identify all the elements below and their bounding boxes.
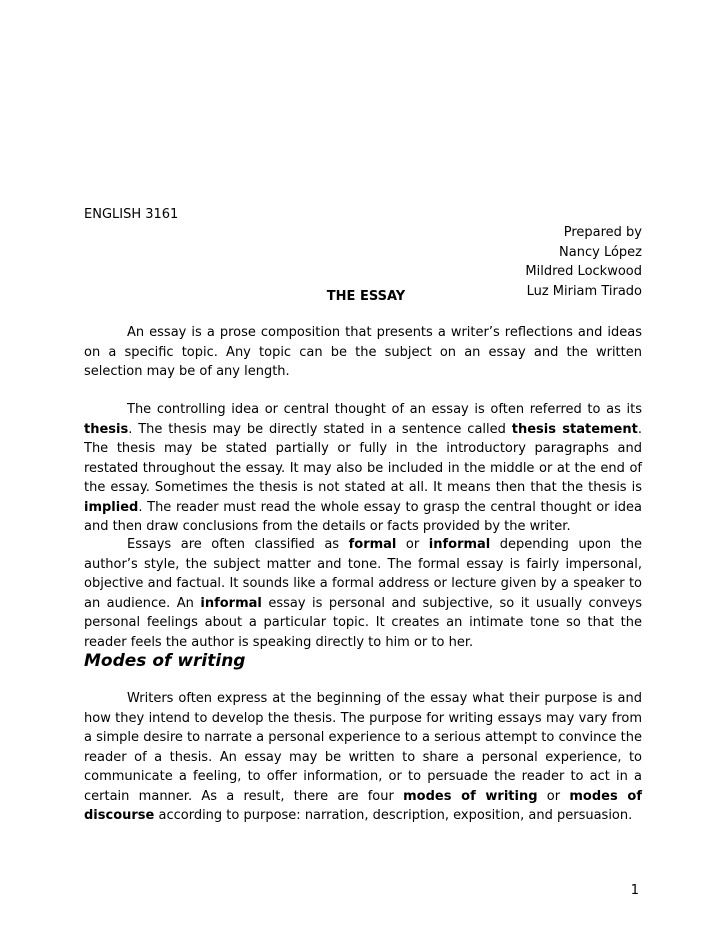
- text-run: according to purpose: narration, description, exposition, and persuasion.: [154, 808, 633, 823]
- bold-term: thesis: [84, 421, 129, 437]
- bold-term: modes of writing: [403, 788, 538, 804]
- paragraph-text: [84, 400, 642, 537]
- text-run: or: [396, 537, 429, 552]
- text-run: . The thesis may be directly stated in a sentence called: [128, 421, 512, 437]
- paragraph-text: [84, 689, 642, 826]
- text-run: depending upon the author’s style, the subject matter and tone. The formal essay is fairly impersonal, objective and factual. It sounds like a formal address or lecture given by a speaker to an audience. An: [84, 537, 642, 611]
- bold-term: modes of discourse: [84, 788, 642, 823]
- text-run: The controlling idea or central thought of an essay is often referred to as its: [127, 402, 642, 417]
- document-title: THE ESSAY: [326, 289, 406, 304]
- bold-term: implied: [84, 499, 139, 515]
- bold-term: thesis statement: [511, 421, 638, 437]
- text-run: . The thesis may be stated partially or fully in the introductory paragraphs and restated throughout the essay. It may also be included in the middle or at the end of the essay. Sometimes the thesis is not stated at all. It means then that the thesis is: [84, 421, 642, 495]
- paragraph-formal-informal: [84, 535, 642, 652]
- text-run: essay is personal and subjective, so it usually conveys personal feelings about a particular topic. It creates an intimate tone so that the reader feels the author is speaking directly to him or to her.: [84, 595, 642, 650]
- text-run: . The reader must read the whole essay to grasp the central thought or idea and then draw conclusions from the details or facts provided by the writer.: [84, 499, 642, 534]
- bold-term: informal: [200, 595, 262, 611]
- course-code: ENGLISH 3161: [84, 207, 179, 222]
- paragraph-modes: [84, 689, 642, 826]
- text-run: Writers often express at the beginning of the essay what their purpose is and how they intend to develop the thesis. The purpose for writing essays may vary from a simple desire to narrate a personal experience to a serious attempt to convince the reader of a thesis. An essay may be written to share a personal experience, to communicate a feeling, to offer information, or to persuade the reader to act in a certain manner. As a result, there are four: [84, 691, 642, 804]
- author-name: Luz Miriam Tirado: [526, 283, 642, 299]
- paragraph-thesis: [84, 400, 642, 537]
- paragraph-intro: [84, 323, 642, 382]
- paragraph-text: An essay is a prose composition that presents a writer’s reflections and ideas on a specific topic. Any topic can be the subject on an essay and the written selection may be of any length.: [84, 325, 642, 379]
- bold-term: formal: [348, 537, 397, 552]
- section-heading: Modes of writing: [84, 651, 246, 671]
- author-name: Mildred Lockwood: [525, 264, 642, 279]
- prepared-by-label: Prepared by: [563, 225, 642, 240]
- paragraph-text: [84, 535, 642, 652]
- bold-term: informal: [428, 537, 491, 552]
- page-number: 1: [630, 883, 639, 898]
- text-run: Essays are often classified as: [127, 537, 349, 552]
- text-run: or: [537, 788, 570, 804]
- author-name: Nancy López: [559, 244, 642, 260]
